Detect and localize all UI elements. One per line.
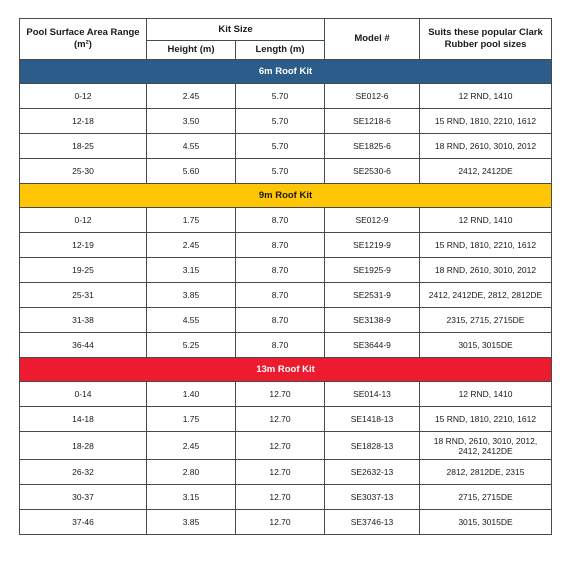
model-cell: SE1828-13 xyxy=(325,432,420,460)
height-cell: 1.75 xyxy=(147,208,236,233)
range-cell: 18-28 xyxy=(20,432,147,460)
range-cell: 19-25 xyxy=(20,258,147,283)
surface-area-header: Pool Surface Area Range (m²) xyxy=(20,19,147,60)
height-cell: 3.85 xyxy=(147,510,236,535)
range-cell: 0-12 xyxy=(20,208,147,233)
model-header: Model # xyxy=(325,19,420,60)
height-cell: 2.45 xyxy=(147,233,236,258)
length-cell: 12.70 xyxy=(236,432,325,460)
model-cell: SE1825-6 xyxy=(325,134,420,159)
height-cell: 1.75 xyxy=(147,407,236,432)
model-cell: SE3746-13 xyxy=(325,510,420,535)
length-cell: 8.70 xyxy=(236,233,325,258)
suits-cell: 15 RND, 1810, 2210, 1612 xyxy=(420,407,552,432)
height-header: Height (m) xyxy=(147,41,236,60)
model-cell: SE1925-9 xyxy=(325,258,420,283)
suits-cell: 15 RND, 1810, 2210, 1612 xyxy=(420,233,552,258)
length-cell: 8.70 xyxy=(236,308,325,333)
suits-cell: 15 RND, 1810, 2210, 1612 xyxy=(420,109,552,134)
section-header-6m xyxy=(20,60,552,84)
suits-cell: 12 RND, 1410 xyxy=(420,84,552,109)
height-cell: 3.15 xyxy=(147,258,236,283)
height-cell: 3.85 xyxy=(147,283,236,308)
table-body xyxy=(20,60,552,535)
range-cell: 31-38 xyxy=(20,308,147,333)
model-cell: SE012-9 xyxy=(325,208,420,233)
model-cell: SE2530-6 xyxy=(325,159,420,184)
length-cell: 8.70 xyxy=(236,333,325,358)
table-row xyxy=(20,382,552,407)
section-header-9m xyxy=(20,184,552,208)
model-cell: SE2531-9 xyxy=(325,283,420,308)
suits-cell: 18 RND, 2610, 3010, 2012 xyxy=(420,258,552,283)
suits-cell: 12 RND, 1410 xyxy=(420,382,552,407)
range-cell: 14-18 xyxy=(20,407,147,432)
length-cell: 12.70 xyxy=(236,510,325,535)
suits-cell: 3015, 3015DE xyxy=(420,510,552,535)
length-cell: 5.70 xyxy=(236,109,325,134)
table-row xyxy=(20,333,552,358)
range-cell: 12-19 xyxy=(20,233,147,258)
table-row xyxy=(20,208,552,233)
table-row xyxy=(20,159,552,184)
length-cell: 5.70 xyxy=(236,134,325,159)
suits-cell: 2412, 2412DE xyxy=(420,159,552,184)
range-cell: 37-46 xyxy=(20,510,147,535)
height-cell: 2.45 xyxy=(147,432,236,460)
table-row xyxy=(20,308,552,333)
length-cell: 5.70 xyxy=(236,159,325,184)
range-cell: 12-18 xyxy=(20,109,147,134)
suits-cell: 2715, 2715DE xyxy=(420,485,552,510)
table-row xyxy=(20,134,552,159)
range-cell: 0-12 xyxy=(20,84,147,109)
model-cell: SE3644-9 xyxy=(325,333,420,358)
length-cell: 8.70 xyxy=(236,283,325,308)
length-cell: 12.70 xyxy=(236,382,325,407)
range-cell: 26-32 xyxy=(20,460,147,485)
length-header: Length (m) xyxy=(236,41,325,60)
section-title: 13m Roof Kit xyxy=(20,358,552,382)
model-cell: SE3037-13 xyxy=(325,485,420,510)
range-cell: 25-31 xyxy=(20,283,147,308)
length-cell: 8.70 xyxy=(236,208,325,233)
suits-cell: 2315, 2715, 2715DE xyxy=(420,308,552,333)
length-cell: 8.70 xyxy=(236,258,325,283)
model-cell: SE014-13 xyxy=(325,382,420,407)
length-cell: 5.70 xyxy=(236,84,325,109)
suits-cell: 2412, 2412DE, 2812, 2812DE xyxy=(420,283,552,308)
height-cell: 5.25 xyxy=(147,333,236,358)
suits-cell: 2812, 2812DE, 2315 xyxy=(420,460,552,485)
suits-cell: 18 RND, 2610, 3010, 2012 xyxy=(420,134,552,159)
roof-kit-table xyxy=(19,18,552,535)
suits-header: Suits these popular Clark Rubber pool sizes xyxy=(420,19,552,60)
model-cell: SE1218-6 xyxy=(325,109,420,134)
height-cell: 4.55 xyxy=(147,134,236,159)
height-cell: 1.40 xyxy=(147,382,236,407)
table-row xyxy=(20,432,552,460)
model-cell: SE012-6 xyxy=(325,84,420,109)
suits-cell: 3015, 3015DE xyxy=(420,333,552,358)
kit-size-header: Kit Size xyxy=(147,19,325,41)
model-cell: SE1418-13 xyxy=(325,407,420,432)
height-cell: 3.15 xyxy=(147,485,236,510)
height-cell: 2.80 xyxy=(147,460,236,485)
table-row xyxy=(20,407,552,432)
section-title: 6m Roof Kit xyxy=(20,60,552,84)
range-cell: 18-25 xyxy=(20,134,147,159)
section-header-13m xyxy=(20,358,552,382)
length-cell: 12.70 xyxy=(236,460,325,485)
suits-cell: 12 RND, 1410 xyxy=(420,208,552,233)
model-cell: SE3138-9 xyxy=(325,308,420,333)
table-row xyxy=(20,109,552,134)
length-cell: 12.70 xyxy=(236,407,325,432)
model-cell: SE1219-9 xyxy=(325,233,420,258)
table-row xyxy=(20,460,552,485)
section-title: 9m Roof Kit xyxy=(20,184,552,208)
range-cell: 0-14 xyxy=(20,382,147,407)
range-cell: 25-30 xyxy=(20,159,147,184)
table-row xyxy=(20,510,552,535)
range-cell: 30-37 xyxy=(20,485,147,510)
table-row xyxy=(20,233,552,258)
suits-cell: 18 RND, 2610, 3010, 2012, 2412, 2412DE xyxy=(420,432,552,460)
height-cell: 3.50 xyxy=(147,109,236,134)
length-cell: 12.70 xyxy=(236,485,325,510)
table-row xyxy=(20,84,552,109)
table-row xyxy=(20,283,552,308)
range-cell: 36-44 xyxy=(20,333,147,358)
height-cell: 4.55 xyxy=(147,308,236,333)
table-row xyxy=(20,485,552,510)
table-row xyxy=(20,258,552,283)
height-cell: 2.45 xyxy=(147,84,236,109)
height-cell: 5.60 xyxy=(147,159,236,184)
model-cell: SE2632-13 xyxy=(325,460,420,485)
